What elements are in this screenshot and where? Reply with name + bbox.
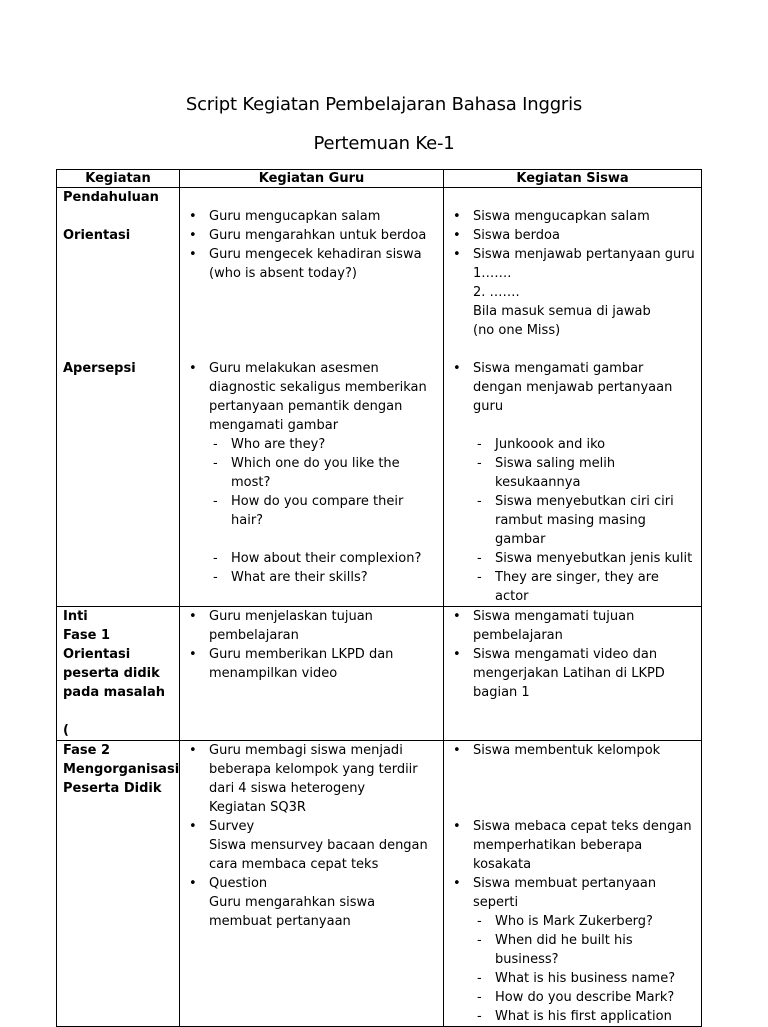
spacer [450,798,696,817]
bullet-item: • Siswa mengucapkan salam [450,207,696,226]
dash-item: - What are their skills? [186,568,438,587]
phase-label: Orientasi peserta didik pada masalah [63,647,165,700]
phase-label: Pendahuluan [63,190,159,205]
phase-label: ( [63,723,69,738]
bullet-item: • Guru menjelaskan tujuan pembelajaran [186,607,438,645]
bullet-item: • Guru mengecek kehadiran siswa [186,245,438,264]
spacer [450,188,696,207]
phase-label: Mengorganisasi Peserta Didik [63,762,180,796]
bullet-item: • Siswa membuat pertanyaan seperti [450,874,696,912]
spacer [63,302,177,321]
list-continuation: 2. ……. [473,285,520,300]
list-continuation: 1……. [473,266,512,281]
bullet-item: • Guru memberikan LKPD dan menampilkan video [186,645,438,683]
list-continuation: (who is absent today?) [209,266,357,281]
spacer [186,302,438,321]
teacher-activity-cell [180,741,444,1027]
bullet-item: • Siswa menjawab pertanyaan guru [450,245,696,264]
spacer [450,779,696,798]
spacer [63,340,177,359]
header-kegiatan-guru: Kegiatan Guru [180,170,444,188]
bullet-item: • Siswa membentuk kelompok [450,741,696,760]
spacer [186,188,438,207]
student-activity-cell [444,741,702,1027]
document-title: Script Kegiatan Pembelajaran Bahasa Inggris [185,94,583,115]
spacer [450,416,696,435]
dash-item: - When did he built his business? [450,931,696,969]
list-continuation: Siswa mensurvey bacaan dengan cara membaca cepat teks [209,838,428,872]
spacer [63,245,177,264]
bullet-item: • Guru mengarahkan untuk berdoa [186,226,438,245]
bullet-item: • Siswa berdoa [450,226,696,245]
spacer [186,283,438,302]
spacer [186,321,438,340]
bullet-item: • Guru melakukan asesmen diagnostic sekaligus memberikan pertanyaan pemantik dengan mengamati gambar [186,359,438,435]
dash-item: - Who are they? [186,435,438,454]
dash-item: - How do you compare their hair? [186,492,438,530]
bullet-item: • Question [186,874,438,893]
table-header-row [57,170,702,188]
dash-item: - Junkoook and iko [450,435,696,454]
activity-phase-cell [57,188,180,607]
bullet-item: • Guru mengucapkan salam [186,207,438,226]
spacer [186,340,438,359]
spacer [63,264,177,283]
phase-label: Apersepsi [63,361,136,376]
dash-item: - What is his business name? [450,969,696,988]
student-activity-cell [444,188,702,607]
spacer [450,760,696,779]
student-activity-cell [444,607,702,741]
header-kegiatan: Kegiatan [57,170,180,188]
bullet-item: • Siswa mengamati gambar dengan menjawab pertanyaan guru [450,359,696,416]
list-continuation: (no one Miss) [473,323,561,338]
header-kegiatan-siswa: Kegiatan Siswa [444,170,702,188]
phase-label: Orientasi [63,228,131,243]
spacer [186,530,438,549]
dash-item: - Siswa menyebutkan jenis kulit [450,549,696,568]
bullet-item: • Siswa mengamati video dan mengerjakan Latihan di LKPD bagian 1 [450,645,696,702]
spacer [63,702,177,721]
dash-item: - How about their complexion? [186,549,438,568]
dash-item: - They are singer, they are actor [450,568,696,606]
list-continuation: Kegiatan SQ3R [209,800,306,815]
phase-label: Fase 1 [63,628,111,643]
dash-item: - Siswa menyebutkan ciri ciri rambut masing masing gambar [450,492,696,549]
teacher-activity-cell [180,188,444,607]
document-subtitle: Pertemuan Ke-1 [313,133,455,154]
spacer [450,340,696,359]
list-continuation: Guru mengarahkan siswa membuat pertanyaan [209,895,376,929]
bullet-item: • Siswa mengamati tujuan pembelajaran [450,607,696,645]
spacer [63,207,177,226]
dash-item: - How do you describe Mark? [450,988,696,1007]
dash-item: - What is his first application [450,1007,696,1026]
phase-label: Fase 2 [63,743,111,758]
activity-table [56,169,702,1027]
table-row [57,607,702,741]
bullet-item: • Guru membagi siswa menjadi beberapa kelompok yang terdiir dari 4 siswa heterogeny [186,741,438,798]
dash-item: - Which one do you like the most? [186,454,438,492]
activity-phase-cell [57,741,180,1027]
table-row [57,188,702,607]
dash-item: - Who is Mark Zukerberg? [450,912,696,931]
phase-label: Inti [63,609,88,624]
dash-item: - Siswa saling melih kesukaannya [450,454,696,492]
activity-phase-cell [57,607,180,741]
teacher-activity-cell [180,607,444,741]
spacer [63,283,177,302]
table-row [57,741,702,1027]
list-continuation: Bila masuk semua di jawab [473,304,651,319]
bullet-item: • Survey [186,817,438,836]
bullet-item: • Siswa mebaca cepat teks dengan memperhatikan beberapa kosakata [450,817,696,874]
spacer [63,321,177,340]
